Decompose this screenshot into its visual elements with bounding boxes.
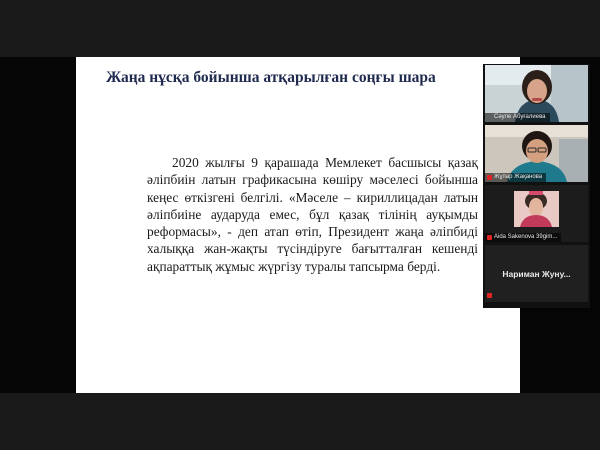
participant-gallery [483, 64, 590, 308]
mic-muted-icon [487, 175, 492, 180]
participant-tile[interactable] [485, 185, 588, 242]
mic-muted-icon [487, 235, 492, 240]
participant-name: Сәуле Абуғалиева [485, 113, 550, 122]
participant-tile[interactable] [485, 125, 588, 182]
participant-name: Aida Sakenova 39gim... [485, 233, 561, 242]
mic-muted-icon [487, 293, 492, 298]
meeting-top-bar [0, 0, 600, 57]
participant-tile[interactable] [485, 65, 588, 122]
shared-slide [76, 57, 520, 393]
participant-name: Жұпар Жақанова [485, 173, 546, 182]
meeting-bottom-bar [0, 393, 600, 450]
participant-tile[interactable] [485, 245, 588, 302]
participant-name: Нариман Жуну... [502, 269, 571, 279]
slide-body-text: 2020 жылғы 9 қарашада Мемлекет басшысы қазақ әліпбиін латын графикасына көшіру мәселесі бойынша кеңес өткізгені белгілі. «Мәселе – кириллицадан латын әліпбиіне аударуда емес, бұл қазақ тілінің ауқымды реформасы», - деп атап өтіп, Президент жаңа әліпбиді халыққа жан-жақты түсіндіруге бағытталған кешенді ақпараттық жұмыс жүргізу туралы тапсырма берді. [147, 155, 478, 274]
slide-title: Жаңа нұсқа бойынша атқарылған соңғы шара [106, 69, 436, 86]
